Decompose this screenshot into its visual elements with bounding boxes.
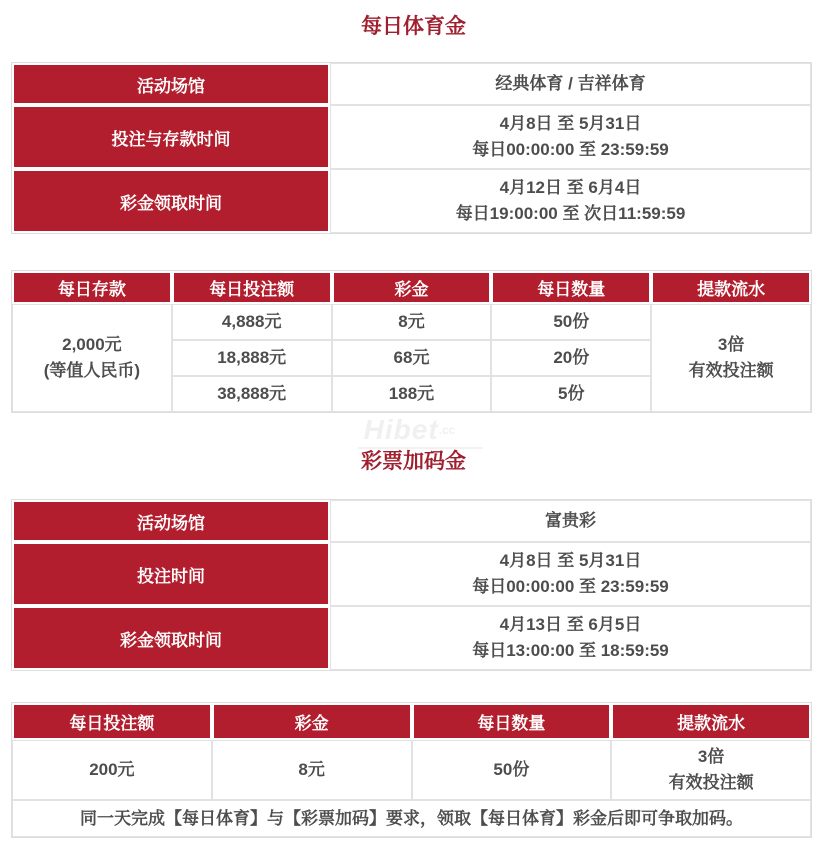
watermark-brand: Hibet xyxy=(363,414,439,445)
header-daily-quantity: 每日数量 xyxy=(412,703,612,740)
info-label-claim-time: 彩金领取时间 xyxy=(12,606,330,670)
value-line: 富贵彩 xyxy=(545,511,596,530)
info-value-bet-time xyxy=(330,542,811,606)
header-daily-deposit: 每日存款 xyxy=(12,271,172,304)
section2-title: 彩票加码金 xyxy=(361,450,466,473)
tier-row xyxy=(12,304,811,340)
info-value-bet-deposit-time xyxy=(330,105,811,169)
combo-note: 同一天完成【每日体育】与【彩票加码】要求，领取【每日体育】彩金后即可争取加码。 xyxy=(12,800,811,837)
header-daily-quantity: 每日数量 xyxy=(491,271,651,304)
info-row-venue xyxy=(12,63,811,105)
section1-tiers-table xyxy=(11,270,812,413)
bonus-cell: 8元 xyxy=(212,740,412,800)
value-line: 每日00:00:00 至 23:59:59 xyxy=(472,577,669,596)
note-row xyxy=(12,800,811,837)
bonus-cell: 68元 xyxy=(332,340,492,376)
value-line: 2,000元 xyxy=(62,335,122,354)
header-daily-bet: 每日投注额 xyxy=(172,271,332,304)
info-label-bet-deposit-time: 投注与存款时间 xyxy=(12,105,330,169)
hibet-watermark xyxy=(0,415,827,449)
turnover-cell xyxy=(611,740,811,800)
value-line: 4月12日 至 6月4日 xyxy=(499,178,642,197)
header-bonus: 彩金 xyxy=(212,703,412,740)
value-line: 4月8日 至 5月31日 xyxy=(499,114,642,133)
value-line: (等值人民币) xyxy=(43,361,141,380)
value-line: 有效投注额 xyxy=(668,773,754,792)
info-row-bet-deposit-time xyxy=(12,105,811,169)
tier-row xyxy=(12,740,811,800)
info-row-bet-time xyxy=(12,542,811,606)
hibet-watermark-text xyxy=(358,415,484,449)
info-label-venue: 活动场馆 xyxy=(12,63,330,105)
header-bonus: 彩金 xyxy=(332,271,492,304)
quantity-cell: 50份 xyxy=(491,304,651,340)
info-label-venue: 活动场馆 xyxy=(12,500,330,542)
value-line: 有效投注额 xyxy=(688,361,774,380)
quantity-cell: 20份 xyxy=(491,340,651,376)
info-value-venue xyxy=(330,63,811,105)
header-daily-bet: 每日投注额 xyxy=(12,703,212,740)
value-line: 4月13日 至 6月5日 xyxy=(499,615,642,634)
tiers-header-row xyxy=(12,271,811,304)
bonus-cell: 188元 xyxy=(332,376,492,412)
deposit-cell xyxy=(12,304,172,412)
quantity-cell: 50份 xyxy=(412,740,612,800)
bet-cell: 18,888元 xyxy=(172,340,332,376)
bet-cell: 38,888元 xyxy=(172,376,332,412)
tiers-header-row xyxy=(12,703,811,740)
info-label-bet-time: 投注时间 xyxy=(12,542,330,606)
value-line: 3倍 xyxy=(697,747,725,766)
value-line: 4月8日 至 5月31日 xyxy=(499,551,642,570)
info-value-claim-time xyxy=(330,606,811,670)
value-line: 每日13:00:00 至 18:59:59 xyxy=(472,641,669,660)
info-label-claim-time: 彩金领取时间 xyxy=(12,169,330,233)
info-row-venue xyxy=(12,500,811,542)
bonus-cell: 8元 xyxy=(332,304,492,340)
info-row-claim-time xyxy=(12,606,811,670)
value-line: 3倍 xyxy=(717,335,745,354)
bet-cell: 200元 xyxy=(12,740,212,800)
info-row-claim-time xyxy=(12,169,811,233)
bet-cell: 4,888元 xyxy=(172,304,332,340)
value-line: 经典体育 / 吉祥体育 xyxy=(495,74,646,93)
info-value-claim-time xyxy=(330,169,811,233)
section1-title: 每日体育金 xyxy=(361,15,466,38)
info-value-venue xyxy=(330,500,811,542)
section2-tiers-table xyxy=(11,702,812,838)
value-line: 每日19:00:00 至 次日11:59:59 xyxy=(455,204,686,223)
header-withdraw-turnover: 提款流水 xyxy=(611,703,811,740)
header-withdraw-turnover: 提款流水 xyxy=(651,271,811,304)
section1-info-table xyxy=(11,62,812,234)
turnover-cell xyxy=(651,304,811,412)
section2-info-table xyxy=(11,499,812,671)
quantity-cell: 5份 xyxy=(491,376,651,412)
value-line: 每日00:00:00 至 23:59:59 xyxy=(472,140,669,159)
watermark-suffix: .cc xyxy=(438,423,456,437)
